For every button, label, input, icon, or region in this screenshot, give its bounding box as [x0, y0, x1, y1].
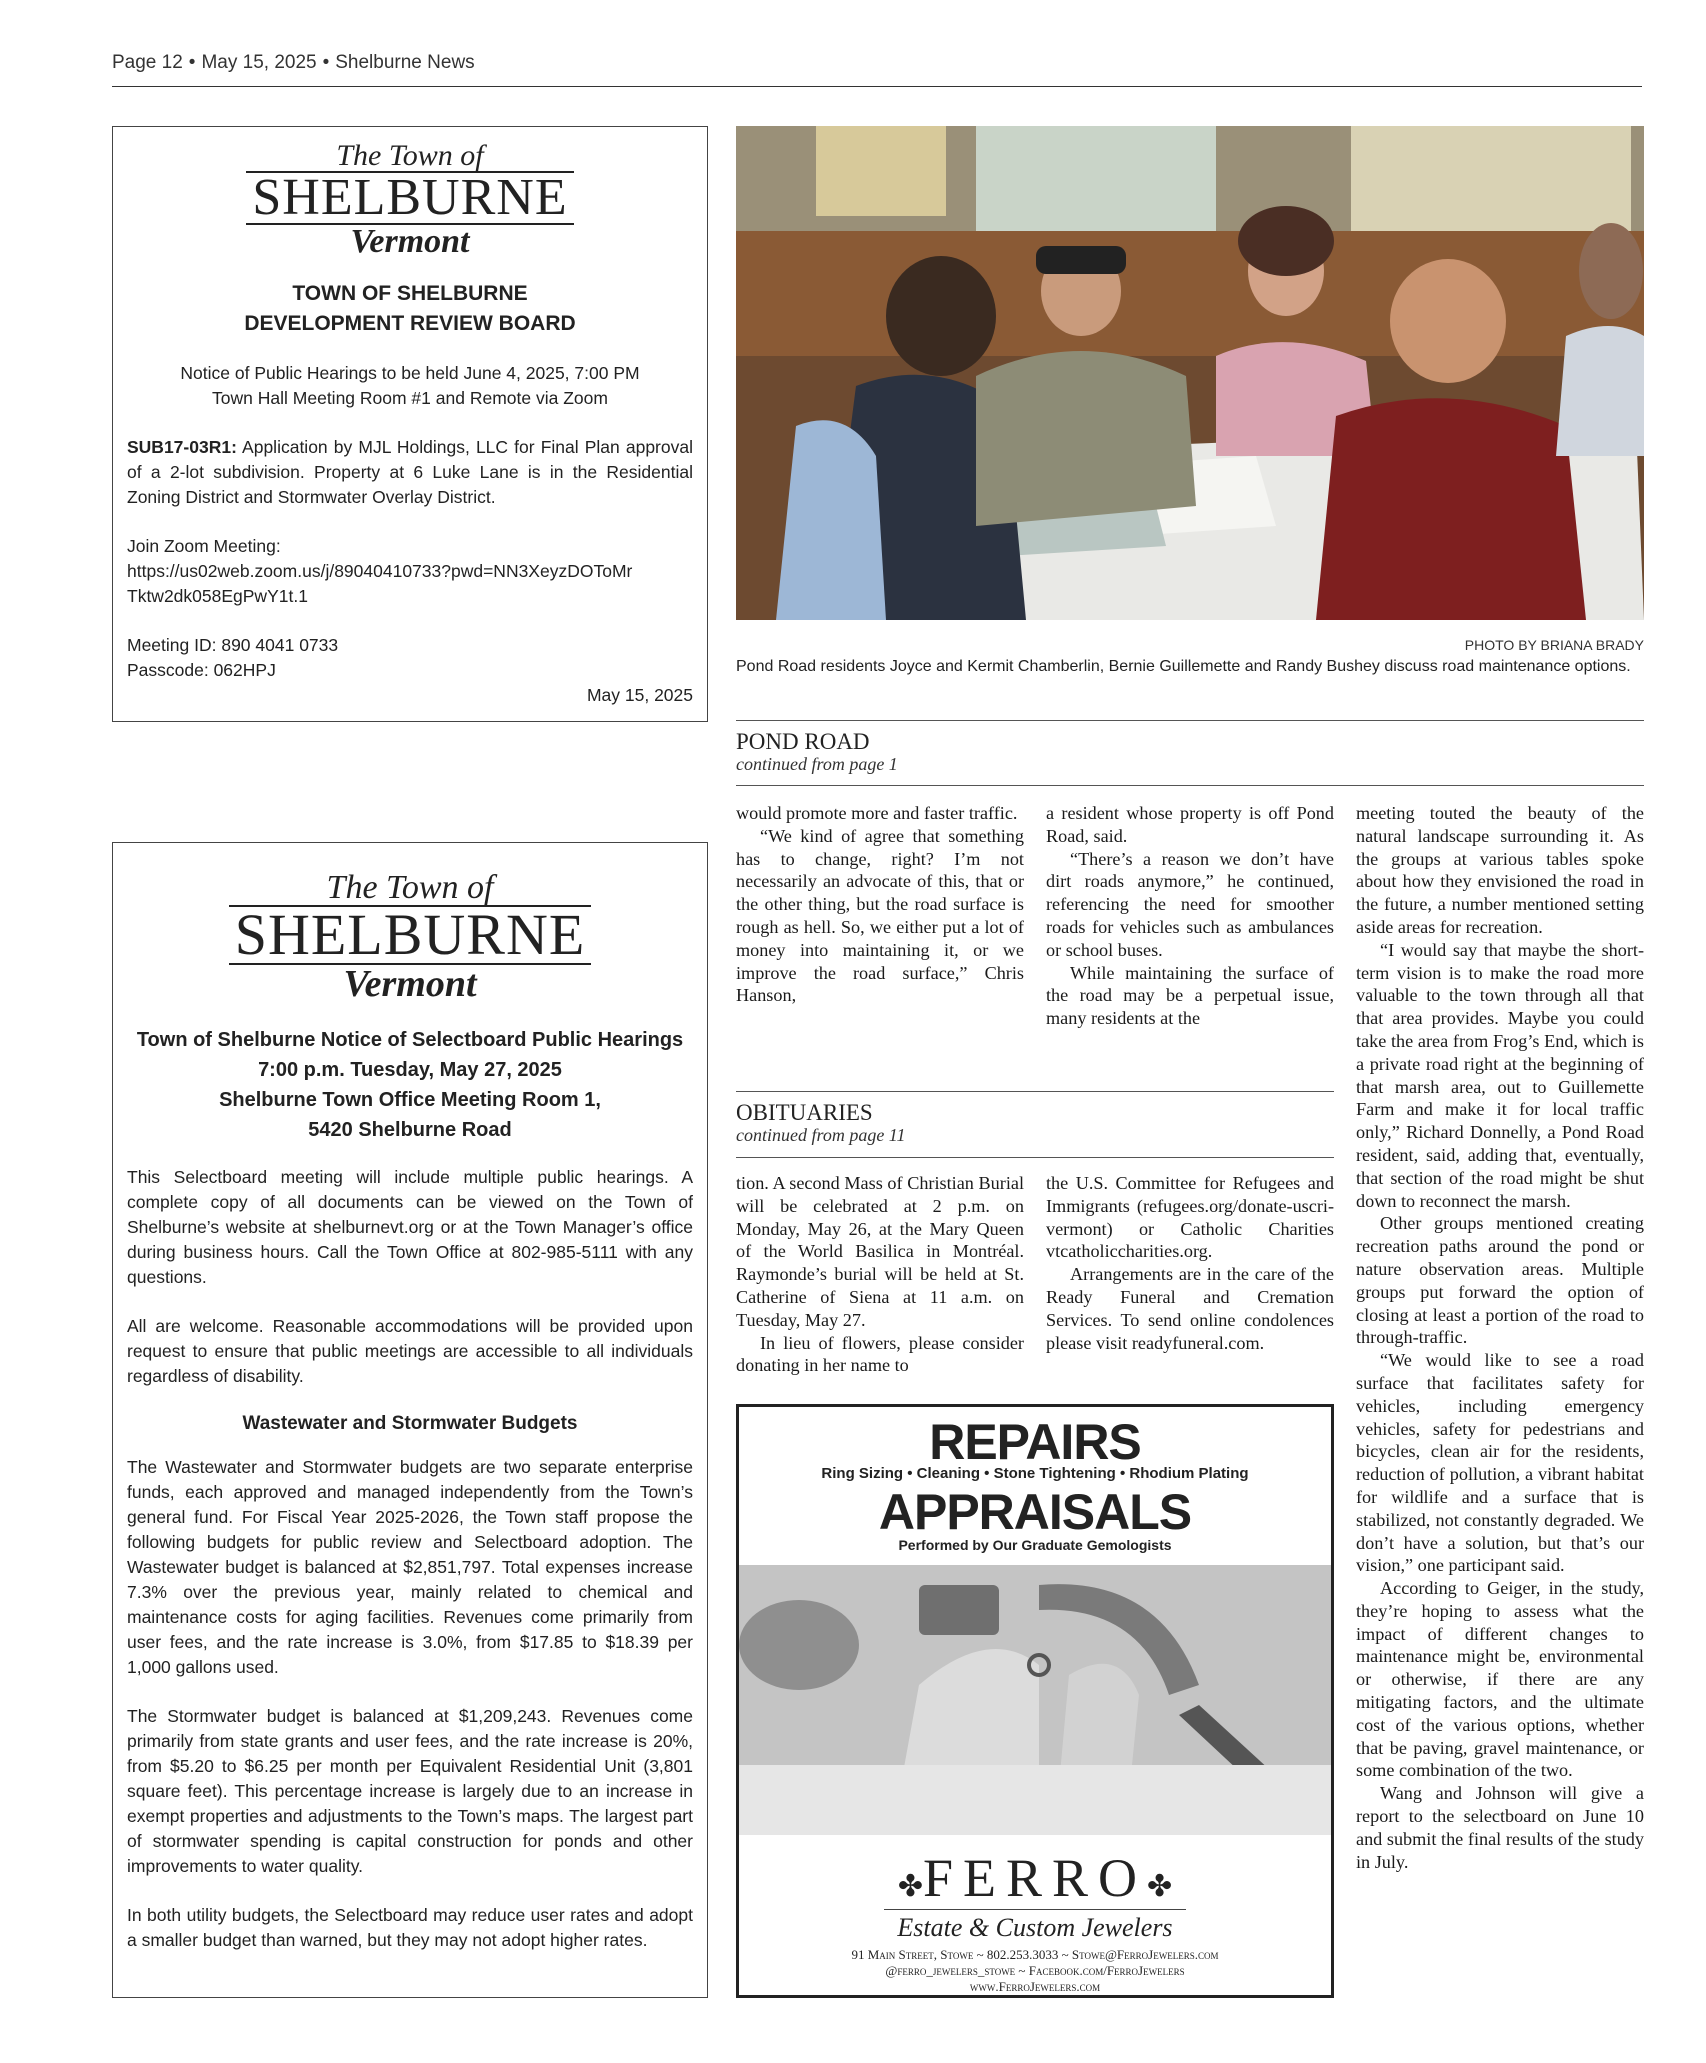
drb-application-id: SUB17-03R1: [127, 437, 237, 457]
pond-road-col3-p6: Wang and Johnson will give a report to the selectboard on June 10 and submit the final results of the study in July. [1356, 1783, 1644, 1872]
pond-road-col2-p3: While maintaining the surface of the road may be a perpetual issue, many residents at the [1046, 962, 1334, 1029]
ad-appraisals: APPRAISALS [878, 1484, 1192, 1540]
logo-shelburne: SHELBURNE [246, 171, 573, 225]
issue-date: May 15, 2025 [201, 52, 317, 73]
logo-vermont: Vermont [343, 963, 477, 1005]
pond-road-bottom-rule [736, 785, 1644, 786]
ad-ferro-rule [884, 1909, 1186, 1910]
obituaries-col2 [1046, 1172, 1334, 1354]
pond-road-col3-p2: “I would say that maybe the short-term vision is to make the road more valuable to the town through all that that area provides. Maybe you could take the area from Frog’s End, which is a private road right at the beginning of that marsh area, out to Guillemette Farm and make it for local traffic only,” Richard Donnelly, a Pond Road resident, said, adding that, eventually, that section of the road might be shut down to reconnect the marsh. [1356, 939, 1644, 1211]
ad-performed: Performed by Our Graduate Gemologists [898, 1537, 1172, 1553]
drb-meeting-id: Meeting ID: 890 4041 0733 [127, 635, 339, 655]
header-separator: • [188, 52, 196, 73]
ad-ferro-wordmark [739, 1847, 1331, 1909]
select-p3: The Wastewater and Stormwater budgets are two separate enterprise funds, each approved and managed independently from the Town’s general fund. For Fiscal Year 2025-2026, the Town staff propose the following budgets for public review and Selectboard adoption. The Wastewater budget is balanced at $2,851,797. Total expenses increase 7.3% over the previous year, mainly related to chemical and maintenance costs for aging facilities. Revenues come primarily from user fees, and the rate increase is 3.0%, from $17.85 to $18.39 per 1,000 gallons used. [127, 1457, 693, 1677]
obituaries-col1 [736, 1172, 1024, 1377]
pond-road-head: POND ROAD [736, 729, 870, 754]
select-p1: This Selectboard meeting will include multiple public hearings. A complete copy of all documents can be viewed on the Town of Shelburne’s website at shelburnevt.org or at the Town Manager’s office during business hours. Call the Town Office at 802-985-5111 with any questions. [127, 1167, 693, 1287]
drb-date: May 15, 2025 [586, 685, 693, 705]
page-header [112, 52, 475, 74]
logo-shelburne: SHELBURNE [229, 905, 592, 965]
pond-road-sub: continued from page 1 [736, 754, 898, 774]
ad-social[interactable]: @ferro_jewelers_stowe ~ Facebook.com/FerroJewelers [885, 1963, 1185, 1978]
drb-zoom-link-line1[interactable]: https://us02web.zoom.us/j/89040410733?pwd=NN3XeyzDOToMr [127, 561, 633, 581]
fleur-de-lis-icon: ✤ [1147, 1870, 1173, 1903]
pond-road-top-rule [736, 720, 1644, 721]
pond-road-col3 [1356, 802, 1644, 1873]
pond-road-col3-p3: Other groups mentioned creating recreation paths around the pond or nature observation areas. Multiple groups put forward the option of closing at least a portion of the road to through-traffic. [1356, 1213, 1644, 1348]
logo-town-of: The Town of [336, 139, 484, 172]
obituaries-top-rule [736, 1091, 1334, 1092]
page-number: Page 12 [112, 52, 183, 73]
ad-jeweler-photo-illustration [739, 1565, 1331, 1835]
pond-road-col2-p1: a resident whose property is off Pond Road, said. [1046, 803, 1334, 846]
obituaries-sub: continued from page 11 [736, 1125, 906, 1145]
ferro-jewelers-ad[interactable] [736, 1404, 1334, 1998]
obituaries-col2-p1: the U.S. Committee for Refugees and Immigrants (refugees.org/donate-uscri-vermont) or Catholic Charities vtcatholiccharities.org. [1046, 1173, 1334, 1262]
newspaper-name: Shelburne News [335, 52, 475, 73]
selectboard-notice-box [112, 842, 708, 1998]
obituaries-head: OBITUARIES [736, 1100, 873, 1125]
pond-road-col1-p1: would promote more and faster traffic. [736, 803, 1018, 823]
logo-vermont: Vermont [350, 223, 470, 260]
obituaries-col1-p2: In lieu of flowers, please consider donating in her name to [736, 1332, 1024, 1376]
drb-title-line2: DEVELOPMENT REVIEW BOARD [244, 312, 576, 335]
drb-notice-box [112, 126, 708, 722]
ad-website[interactable]: www.FerroJewelers.com [969, 1979, 1101, 1994]
pond-road-col2 [1046, 802, 1334, 1030]
town-logo [113, 141, 707, 259]
pond-road-col3-p5: According to Geiger, in the study, they’re hoping to assess what the impact of different changes to maintenance might be, environmental or otherwise, if there are any mitigating factors, and the ultimate cost of the various options, whether that be paving, gravel maintenance, or some combination of the two. [1356, 1578, 1644, 1781]
meeting-photo [736, 126, 1644, 620]
photo-caption: Pond Road residents Joyce and Kermit Chamberlin, Bernie Guillemette and Randy Bushey discuss road maintenance options. [736, 658, 1631, 675]
header-separator: • [322, 52, 330, 73]
drb-application [113, 435, 707, 510]
ad-estate: Estate & Custom Jewelers [897, 1913, 1173, 1942]
select-title-line3: Shelburne Town Office Meeting Room 1, [219, 1089, 601, 1111]
ad-ferro: FERRO [922, 1848, 1148, 1908]
pond-road-col1-p2: “We kind of agree that something has to change, right? I’m not necessarily an advocate of this, that or the other thing, but the road surface is rough as hell. So, we either put a lot of money into maintaining it, or we improve the road surface,” Chris Hanson, [736, 825, 1024, 1006]
ad-services: Ring Sizing • Cleaning • Stone Tightening • Rhodium Plating [821, 1465, 1249, 1482]
meeting-photo-illustration [736, 126, 1644, 620]
ad-jeweler-photo [739, 1565, 1331, 1835]
obituaries-col2-p2: Arrangements are in the care of the Ready Funeral and Cremation Services. To send online condolences please visit readyfuneral.com. [1046, 1264, 1334, 1353]
fleur-de-lis-icon: ✤ [897, 1870, 923, 1903]
drb-hearing-line1: Notice of Public Hearings to be held June 4, 2025, 7:00 PM [180, 363, 640, 383]
ad-repairs: REPAIRS [929, 1414, 1141, 1470]
drb-zoom-label: Join Zoom Meeting: [127, 536, 281, 556]
pond-road-col3-p4: “We would like to see a road surface that facilitates safety for vehicles, including emergency vehicles, safety for pedestrians and bicycles, clean air for the residents, reduction of pollution, a vibrant habitat for wildlife and a surface that is stabilized, not constantly degraded. We don’t have a solution, but that’s our vision,” one participant said. [1356, 1350, 1644, 1576]
photo-credit: PHOTO BY BRIANA BRADY [1464, 637, 1644, 653]
select-title-line4: 5420 Shelburne Road [308, 1119, 512, 1141]
obituaries-col1-p1: tion. A second Mass of Christian Burial will be celebrated at 2 p.m. on Monday, May 26, at the Mary Queen of the World Basilica in Montréal. Raymonde’s burial will be held at St. Catherine of Siena at 11 a.m. on Tuesday, May 27. [736, 1173, 1024, 1330]
select-p4: The Stormwater budget is balanced at $1,209,243. Revenues come primarily from state grants and user fees, and the rate increase is 20%, from $5.20 to $6.25 per month per Equivalent Residential Unit (3,801 square feet). This percentage increase is largely due to an increase in exempt properties and adjustments to the Town’s maps. The largest part of stormwater spending is capital construction for ponds and other improvements to water quality. [127, 1706, 693, 1876]
drb-hearing-line2: Town Hall Meeting Room #1 and Remote via Zoom [212, 388, 608, 408]
pond-road-col3-p1: meeting touted the beauty of the natural landscape surrounding it. As the groups at various tables spoke about how they envisioned the road in the future, a number mentioned setting aside areas for recreation. [1356, 803, 1644, 937]
select-p5: In both utility budgets, the Selectboard may reduce user rates and adopt a smaller budget than warned, but they may not adopt higher rates. [127, 1905, 693, 1950]
drb-title-line1: TOWN OF SHELBURNE [292, 282, 528, 305]
town-logo [113, 871, 707, 1003]
select-title-line1: Town of Shelburne Notice of Selectboard Public Hearings [136, 1029, 684, 1051]
drb-passcode: Passcode: 062HPJ [127, 660, 276, 680]
drb-zoom-link-line2[interactable]: Tktw2dk058EgPwY1t.1 [127, 586, 308, 606]
logo-town-of: The Town of [326, 869, 494, 906]
select-p2: All are welcome. Reasonable accommodations will be provided upon request to ensure that public meetings are accessible to all individuals regardless of disability. [127, 1316, 693, 1386]
obituaries-bottom-rule [736, 1157, 1334, 1158]
select-subhead: Wastewater and Stormwater Budgets [242, 1413, 578, 1434]
drb-application-text: Application by MJL Holdings, LLC for Final Plan approval of a 2-lot subdivision. Property at 6 Luke Lane is in the Residential Zoning District and Stormwater Overlay District. [127, 437, 693, 507]
pond-road-col1 [736, 802, 1024, 1007]
header-rule [112, 86, 1642, 87]
pond-road-col2-p2: “There’s a reason we don’t have dirt roads anymore,” he continued, referencing the need for smoother roads for vehicles such as ambulances or school buses. [1046, 848, 1334, 960]
ad-address: 91 Main Street, Stowe ~ 802.253.3033 ~ Stowe@FerroJewelers.com [851, 1947, 1219, 1962]
select-title-line2: 7:00 p.m. Tuesday, May 27, 2025 [258, 1059, 562, 1081]
